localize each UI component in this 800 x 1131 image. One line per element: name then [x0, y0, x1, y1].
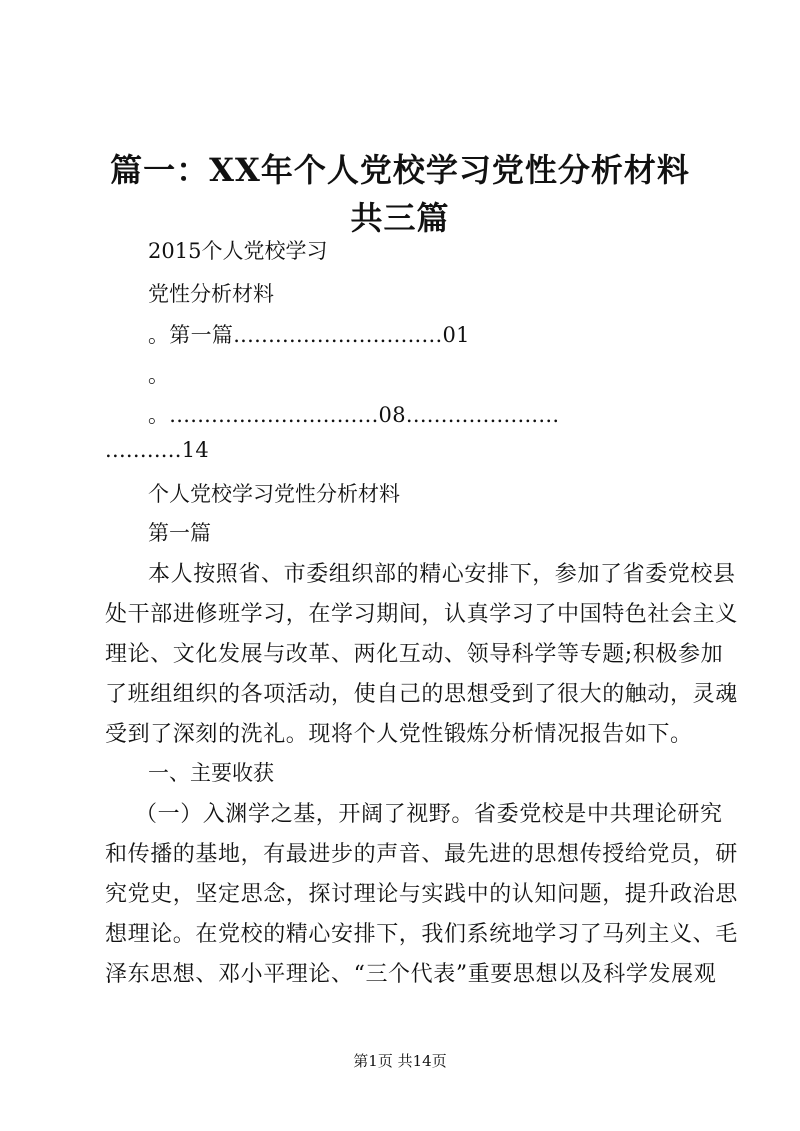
paragraph1-line2: 处干部进修班学习，在学习期间，认真学习了中国特色社会主义 [105, 602, 738, 627]
toc-entry-1: 。第一篇..............................01 [148, 323, 470, 347]
toc-entry-3-line1: 。..............................08...................... [148, 403, 560, 427]
paragraph1-line4: 了班组组织的各项活动，使自己的思想受到了很大的触动，灵魂 [105, 682, 738, 707]
paragraph2-line5: 泽东思想、邓小平理论、“三个代表”重要思想以及科学发展观 [105, 962, 717, 987]
toc-entry-3-line2: ...........14 [105, 438, 210, 462]
page-footer: 第1页 共14页 [353, 1052, 447, 1070]
part-label: 第一篇 [148, 521, 211, 545]
document-title: 篇一：XX年个人党校学习党性分析材料共三篇 [110, 151, 690, 237]
paragraph1-line1: 本人按照省、市委组织部的精心安排下，参加了省委党校县 [148, 562, 736, 587]
paragraph1-line5: 受到了深刻的洗礼。现将个人党性锻炼分析情况报告如下。 [105, 722, 693, 747]
paragraph2-line4: 想理论。在党校的精心安排下，我们系统地学习了马列主义、毛 [105, 922, 738, 947]
paragraph1-line3: 理论、文化发展与改革、两化互动、领导科学等专题;积极参加 [105, 642, 724, 667]
toc-entry-2: 。 [148, 363, 169, 387]
paragraph2-line1: （一）入渊学之基，开阔了视野。省委党校是中共理论研究 [135, 802, 723, 827]
toc-heading-line1: 2015个人党校学习 [148, 239, 328, 263]
paragraph2-line3: 究党史，坚定思念，探讨理论与实践中的认知问题，提升政治思 [105, 882, 738, 907]
heading-main-gains: 一、主要收获 [148, 761, 274, 785]
section-title: 个人党校学习党性分析材料 [148, 482, 400, 506]
toc-heading-line2: 党性分析材料 [148, 282, 274, 306]
paragraph2-line2: 和传播的基地，有最进步的声音、最先进的思想传授给党员，研 [105, 842, 738, 867]
